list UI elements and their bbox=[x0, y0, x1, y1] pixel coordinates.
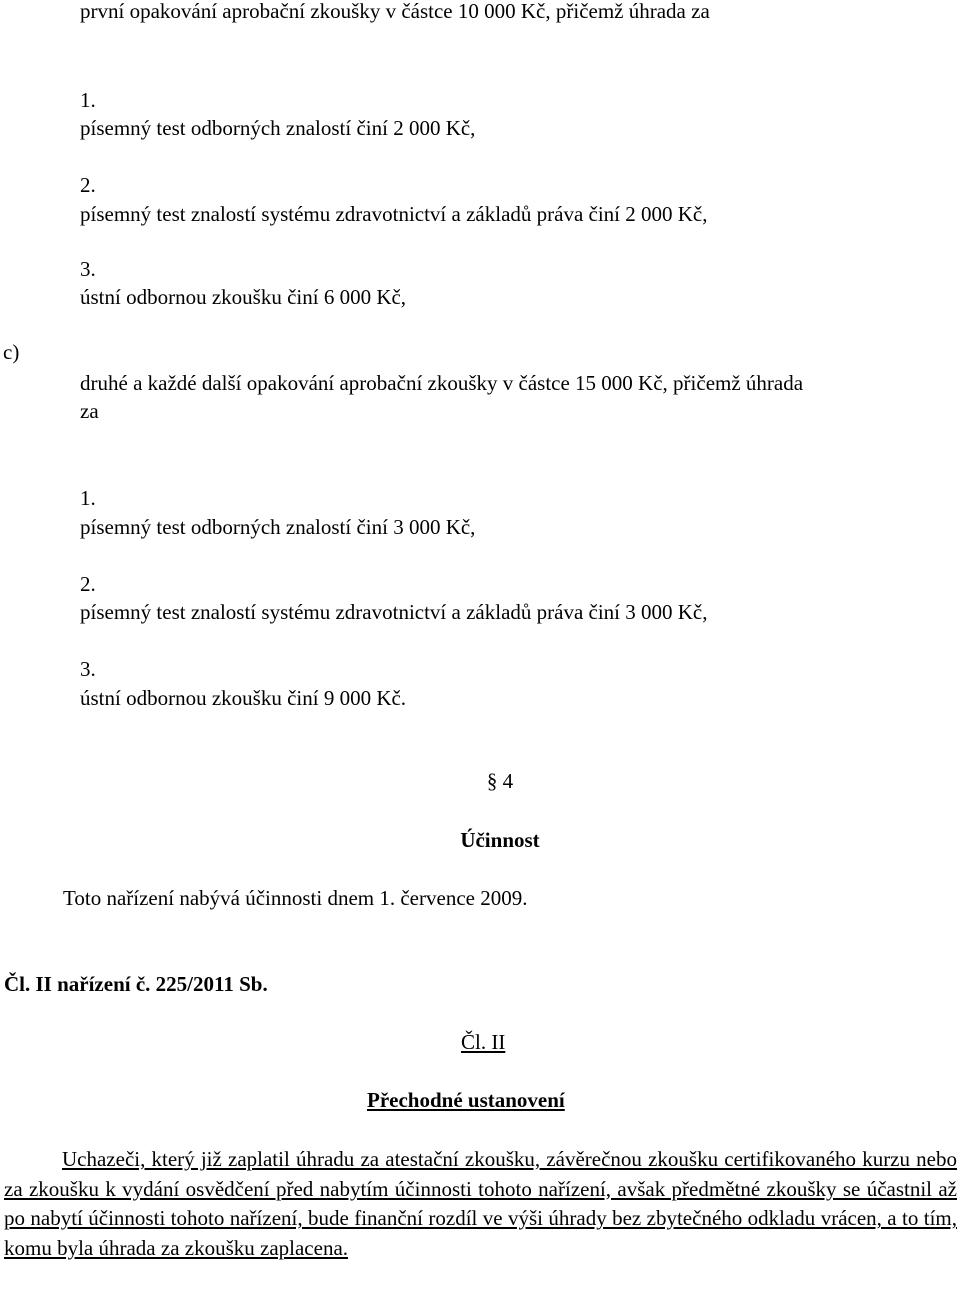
list-b-item-1-number: 1. bbox=[80, 88, 96, 112]
list-c-intro-line-2: za bbox=[80, 399, 99, 423]
effective-date-text: Toto nařízení nabývá účinnosti dnem 1. července 2009. bbox=[63, 886, 528, 910]
list-b-item-3-number: 3. bbox=[80, 257, 96, 281]
transitional-paragraph: Uchazeči, který již zaplatil úhradu za atestační zkoušku, závěrečnou zkoušku certifikovaného kurzu nebo za zkoušku k vydání osvědčení před nabytím účinnosti tohoto nařízení, avšak předmětné zkoušky se účastnil až po nabytí účinnosti tohoto nařízení, bude finanční rozdíl ve výši úhrady bez zbytečného odkladu vrácen, a to tím, komu byla úhrada za zkoušku zaplacena. bbox=[4, 1147, 957, 1260]
list-b-item-1-text: písemný test odborných znalostí činí 2 000 Kč, bbox=[80, 116, 476, 140]
list-b-item-2-number: 2. bbox=[80, 173, 96, 197]
list-b-item-2-text: písemný test znalostí systému zdravotnictví a základů práva činí 2 000 Kč, bbox=[80, 202, 708, 226]
list-c-item-1-text: písemný test odborných znalostí činí 3 000 Kč, bbox=[80, 515, 476, 539]
amendment-title: Čl. II nařízení č. 225/2011 Sb. bbox=[4, 972, 268, 996]
list-c-item-1-number: 1. bbox=[80, 486, 96, 510]
article-label: Čl. II bbox=[461, 1030, 506, 1054]
section-heading: Účinnost bbox=[460, 828, 540, 852]
list-b-item-3-text: ústní odbornou zkoušku činí 6 000 Kč, bbox=[80, 285, 407, 309]
list-c-item-3-number: 3. bbox=[80, 657, 96, 681]
list-b-intro: první opakování aprobační zkoušky v částce 10 000 Kč, přičemž úhrada za bbox=[80, 0, 710, 23]
list-c-item-3-text: ústní odbornou zkoušku činí 9 000 Kč. bbox=[80, 686, 407, 710]
section-symbol: § 4 bbox=[486, 769, 514, 793]
list-c-item-2-number: 2. bbox=[80, 572, 96, 596]
list-c-intro-line-1: druhé a každé další opakování aprobační zkoušky v částce 15 000 Kč, přičemž úhrada bbox=[80, 371, 804, 395]
list-c-item-2-text: písemný test znalostí systému zdravotnictví a základů práva činí 3 000 Kč, bbox=[80, 600, 708, 624]
transitional-heading: Přechodné ustanovení bbox=[367, 1088, 565, 1112]
list-c-marker: c) bbox=[3, 340, 20, 364]
